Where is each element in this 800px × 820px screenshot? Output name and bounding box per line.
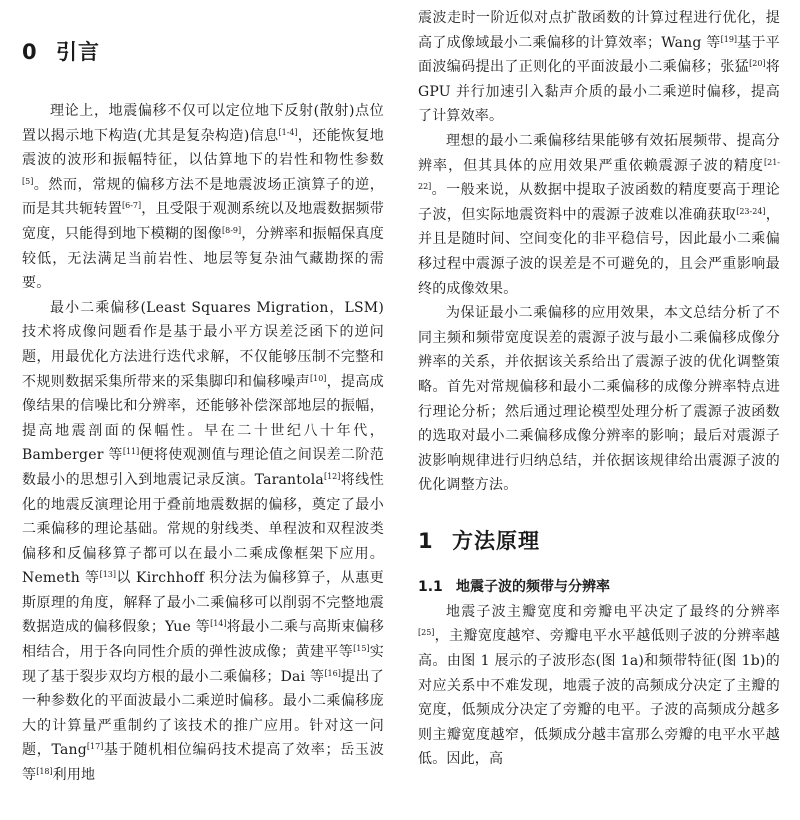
text-run: 震波走时一阶近似对点扩散函数的计算过程进行优化，提高了成像域最小二乘偏移的计算效率；Wang 等 bbox=[418, 10, 780, 51]
text-run: ，还能恢复地震波的波形和振幅特征，以估算地下的岩性和物性参数 bbox=[22, 127, 384, 169]
section-number: 0 bbox=[22, 40, 38, 64]
paragraph bbox=[418, 301, 780, 498]
citation-ref: [19] bbox=[720, 34, 738, 44]
citation-ref: [5] bbox=[22, 176, 34, 186]
citation-ref: [25] bbox=[418, 628, 435, 638]
text-run: ，分辨率和振幅保真度较低，无法满足当前岩性、地层等复杂油气藏勘探的需要。 bbox=[22, 225, 384, 292]
citation-ref: [6-7] bbox=[122, 201, 142, 211]
citation-ref: [8-9] bbox=[222, 225, 242, 235]
citation-ref: [16] bbox=[324, 668, 341, 678]
text-run: 理想的最小二乘偏移结果能够有效拓展频带、提高分辨率，但其具体的应用效果严重依赖震源子波的精度 bbox=[418, 132, 780, 174]
text-run: 理论上，地震偏移不仅可以定位地下反射(散射)点位置以揭示地下构造(尤其是复杂构造)信息 bbox=[22, 103, 384, 144]
citation-ref: [10] bbox=[309, 373, 327, 383]
text-run: ，且受限于观测系统以及地震数据频带宽度，只能得到地下模糊的图像 bbox=[22, 201, 385, 242]
section-number: 1 bbox=[418, 528, 434, 553]
text-run: ，主瓣宽度越窄、旁瓣电平水平越低则子波的分辨率越高。由图 1 展示的子波形态(图 1a)和频带特征(图 1b)的对应关系中不难发现，地震子波的高频成分决定了主瓣的宽度，低频成分决定了旁瓣的电平。子波的高频成分越多则主瓣宽度越窄，低频成分越丰富那么旁瓣的电平水平越低。因此，高 bbox=[418, 628, 780, 768]
text-run: 将最小二乘与高斯束偏移相结合，用于各向同性介质的弹性波成像；黄建平等 bbox=[22, 619, 384, 661]
text-run: 。然而，常规的偏移方法不是地震波场正演算子的逆，而是其共轭转置 bbox=[22, 176, 384, 218]
text-run: 以 Kirchhoff 积分法为偏移算子，从惠更斯原理的角度，解释了最小二乘偏移可以削弱不完整地震数据造成的偏移假象；Yue 等 bbox=[22, 570, 384, 636]
text-run: 提出了一种参数化的平面波最小二乘逆时偏移。最小二乘偏移庞大的计算量严重制约了该技术的推广应用。针对这一问题，Tang bbox=[22, 668, 384, 759]
citation-ref: [15] bbox=[353, 644, 370, 654]
citation-ref: [13] bbox=[99, 570, 117, 580]
paragraph bbox=[22, 296, 384, 788]
text-run: 实现了基于裂步双均方根的最小二乘偏移；Dai 等 bbox=[22, 644, 384, 685]
intro-body bbox=[22, 99, 384, 788]
citation-ref: [23-24] bbox=[736, 206, 766, 216]
text-run: 最小二乘偏移(Least Squares Migration，LSM)技术将成像问题看作是基于最小平方误差泛函下的逆问题，用最优化方法进行迭代求解，不仅能够压制不完整和不规则数据采集所带来的采集脚印和偏移噪声 bbox=[22, 299, 384, 390]
citation-ref: [20] bbox=[749, 59, 766, 69]
section-title: 方法原理 bbox=[452, 528, 540, 553]
right-column bbox=[418, 0, 780, 772]
citation-ref: [21-22] bbox=[418, 157, 780, 192]
text-run: 将线性化的地震反演理论用于叠前地震数据的偏移，奠定了最小二乘偏移的理论基础。常规的射线类、单程波和双程波类偏移和反偏移算子都可以在最小二乘成像框架下应用。Nemeth 等 bbox=[22, 471, 384, 587]
subsection-number: 1.1 bbox=[418, 578, 443, 595]
text-run: ，并且是随时间、空间变化的非平稳信号，因此最小二乘偏移过程中震源子波的误差是不可避免的，且会严重影响最终的成像效果。 bbox=[418, 206, 780, 297]
citation-ref: [1-4] bbox=[278, 127, 298, 137]
text-run: 利用地 bbox=[52, 767, 96, 784]
subsection-title: 地震子波的频带与分辨率 bbox=[456, 578, 610, 595]
citation-ref: [11] bbox=[122, 447, 140, 457]
paragraph bbox=[22, 99, 384, 296]
citation-ref: [14] bbox=[210, 619, 227, 629]
section-title: 引言 bbox=[56, 40, 100, 64]
text-run: 为保证最小二乘偏移的应用效果，本文总结分析了不同主频和频带宽度误差的震源子波与最小二乘偏移成像分辨率的关系，并依据该关系给出了震源子波的优化调整策略。首先对常规偏移和最小二乘偏移的成像分辨率特点进行理论分析；然后通过理论模型处理分析了震源子波函数的选取对最小二乘偏移成像分辨率的影响；最后对震源子波影响规律进行归纳总结，并依据该规律给出震源子波的优化调整方法。 bbox=[418, 305, 780, 494]
section-heading-introduction bbox=[22, 36, 384, 66]
section-heading-method bbox=[418, 525, 780, 555]
method-body bbox=[418, 600, 780, 772]
text-run: 便将使观测值与理论值之间误差二阶范数最小的思想引入到地震记录反演。Tarantola bbox=[22, 447, 384, 488]
text-run: 。一般来说，从数据中提取子波函数的精度要高于理论子波，但实际地震资料中的震源子波难以准确获取 bbox=[418, 182, 780, 223]
subsection-heading bbox=[418, 576, 780, 596]
left-column bbox=[22, 0, 384, 788]
citation-ref: [12] bbox=[323, 471, 341, 481]
citation-ref: [18] bbox=[36, 767, 53, 777]
text-run: 基于平面波编码提出了正则化的平面波最小二乘偏移；张猛 bbox=[418, 34, 780, 76]
text-run: 地震子波主瓣宽度和旁瓣电平决定了最终的分辨率 bbox=[446, 603, 780, 620]
paragraph bbox=[418, 6, 780, 129]
paragraph bbox=[418, 600, 780, 772]
text-run: 基于随机相位编码技术提高了效率；岳玉波等 bbox=[22, 742, 384, 784]
intro-body-continued bbox=[418, 0, 780, 498]
paragraph bbox=[418, 129, 780, 301]
text-run: 将 GPU 并行加速引入黏声介质的最小二乘逆时偏移，提高了计算效率。 bbox=[418, 59, 780, 125]
text-run: ，提高成像结果的信噪比和分辨率，还能够补偿深部地层的振幅，提高地震剖面的保幅性。早在二十世纪八十年代，Bamberger 等 bbox=[22, 373, 385, 464]
citation-ref: [17] bbox=[86, 742, 104, 752]
